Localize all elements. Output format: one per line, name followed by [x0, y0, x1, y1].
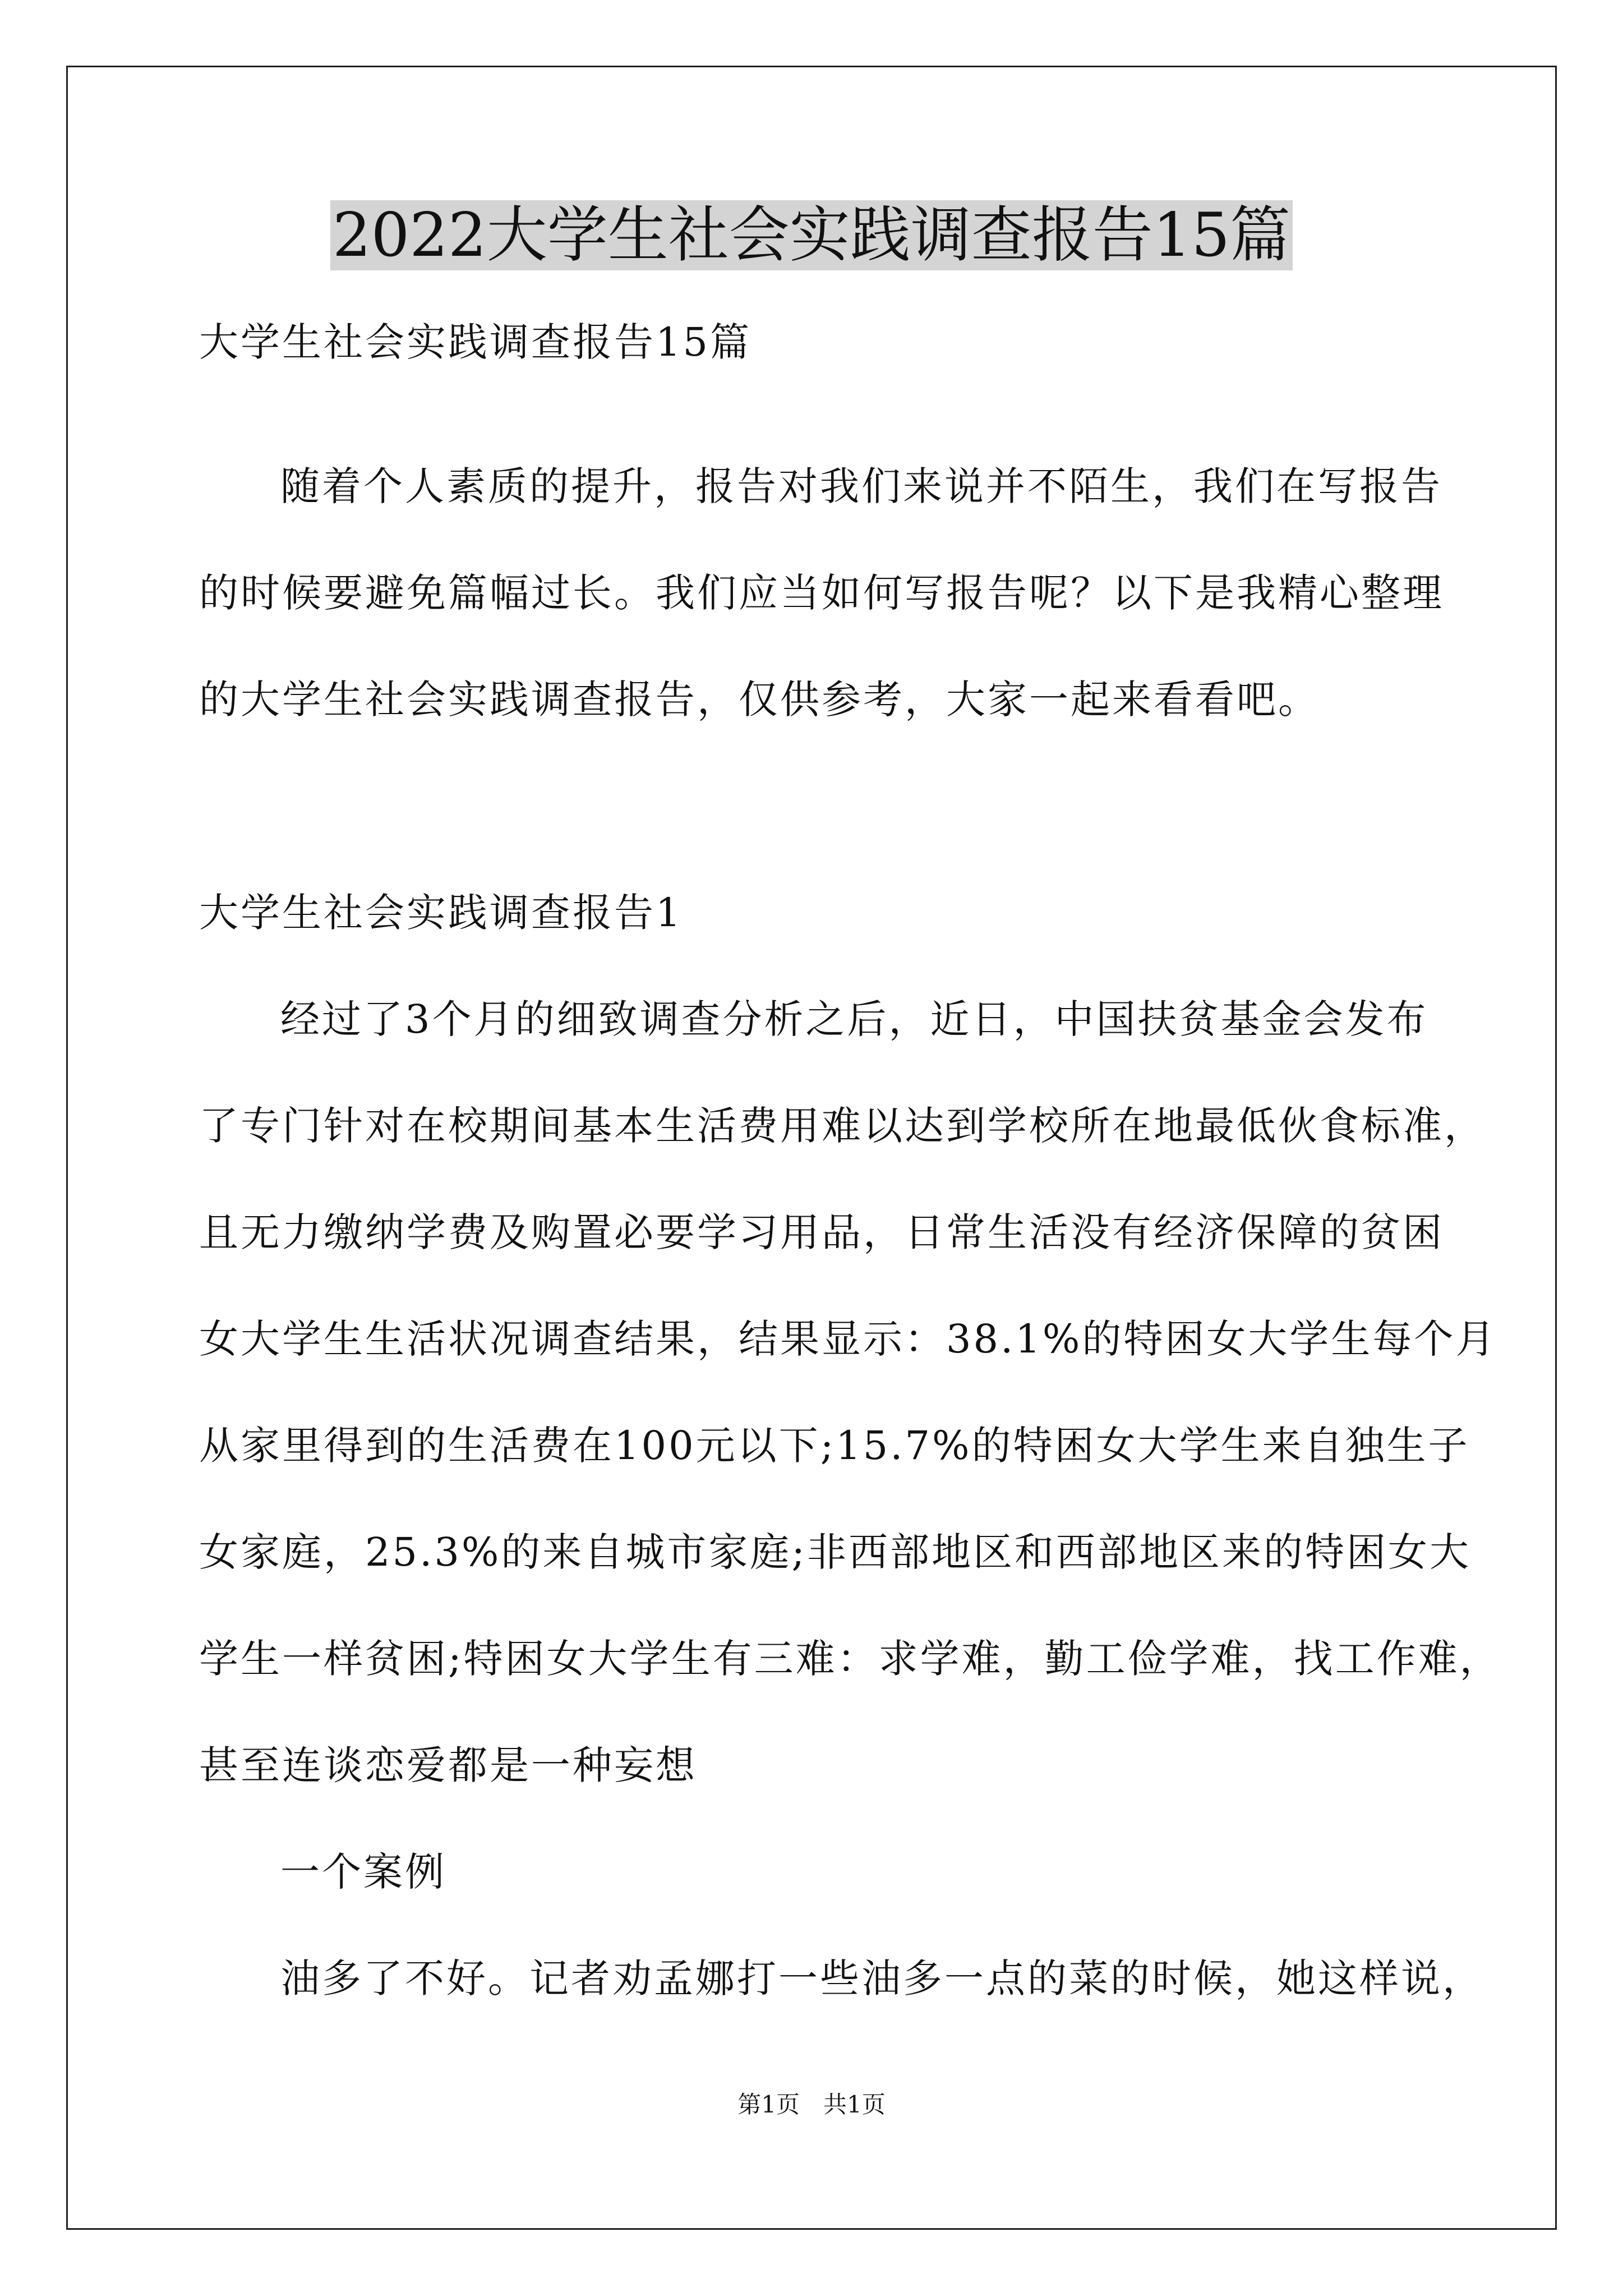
- paragraph-line: 油多了不好。记者劝孟娜打一些油多一点的菜的时候，她这样说，: [280, 1955, 1484, 2001]
- intro-line: 的大学生社会实践调查报告，仅供参考，大家一起来看看吧。: [199, 677, 1320, 723]
- intro-line: 的时候要避免篇幅过长。我们应当如何写报告呢？以下是我精心整理: [199, 570, 1444, 616]
- paragraph-line: 女大学生生活状况调查结果，结果显示：38.1%的特困女大学生每个月: [199, 1316, 1497, 1362]
- document-title-text: 2022大学生社会实践调查报告15篇: [330, 200, 1293, 270]
- document-subtitle: 大学生社会实践调查报告15篇: [199, 319, 752, 365]
- paragraph-line: 从家里得到的生活费在100元以下;15.7%的特困女大学生来自独生子: [199, 1423, 1470, 1469]
- section-heading: 大学生社会实践调查报告1: [199, 890, 683, 936]
- case-heading: 一个案例: [280, 1849, 446, 1895]
- paragraph-line: 学生一样贫困;特困女大学生有三难：求学难，勤工俭学难，找工作难，: [199, 1636, 1501, 1682]
- paragraph-line: 女家庭，25.3%的来自城市家庭;非西部地区和西部地区来的特困女大: [199, 1529, 1471, 1575]
- page-number: 第1页 共1页: [737, 2091, 886, 2118]
- paragraph-line: 且无力缴纳学费及购置必要学习用品，日常生活没有经济保障的贫困: [199, 1209, 1444, 1255]
- paragraph-line: 经过了3个月的细致调查分析之后，近日，中国扶贫基金会发布: [280, 996, 1428, 1042]
- paragraph-line: 了专门针对在校期间基本生活费用难以达到学校所在地最低伙食标准，: [199, 1103, 1486, 1149]
- intro-line: 随着个人素质的提升，报告对我们来说并不陌生，我们在写报告: [280, 463, 1442, 509]
- document-title: [0, 196, 1623, 275]
- paragraph-line: 甚至连谈恋爱都是一种妄想: [199, 1742, 697, 1788]
